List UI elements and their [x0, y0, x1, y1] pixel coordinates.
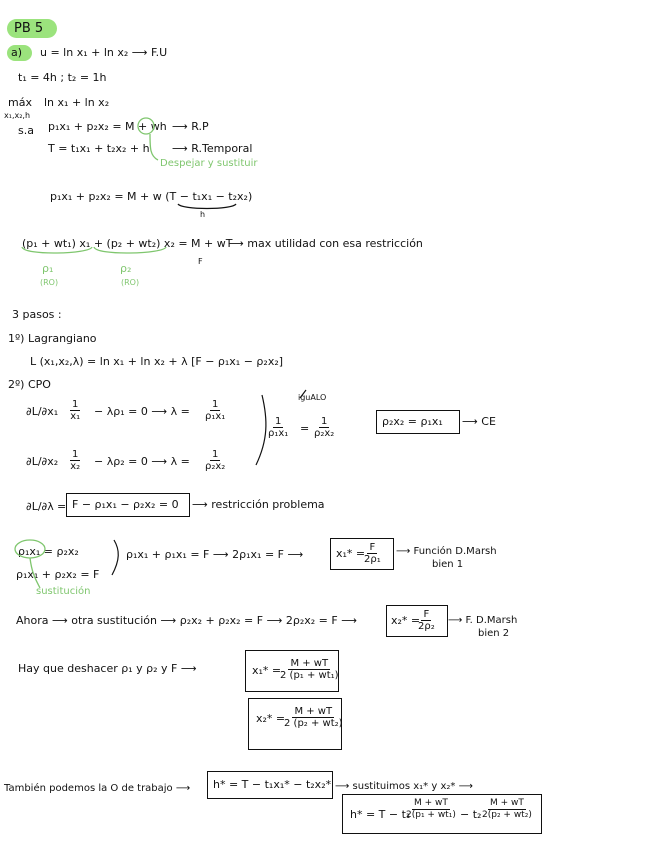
dl-dx1: ∂L/∂x₁ — [26, 405, 59, 418]
x2-tag: ⟶ F. D.Marsh — [448, 615, 518, 626]
h-final-left: h* = T − t₁ — [350, 808, 411, 821]
sys-eq1: ρ₁x₁ = ρ₂x₂ — [18, 545, 79, 558]
combined-under: F — [198, 257, 203, 266]
h-final-frac1: $\frac{M + wT}{\text{2(p₁ + wt₁)}}$ — [406, 798, 456, 820]
steps-title: 3 pasos : — [12, 308, 62, 321]
h-underbrace — [178, 204, 236, 209]
ce-tag: ⟶ CE — [462, 415, 496, 428]
x2-star-label: x₂* = — [391, 614, 421, 627]
equals-sign: = — [300, 422, 310, 435]
rho1-label: ρ₁ — [42, 262, 54, 275]
x1-star-frac: $\frac{F}{\text{2ρ₁}}$ — [364, 542, 381, 565]
final-x1-frac: $\frac{M + wT}{\text{2 (p₁ + wt₁)}}$ — [280, 658, 339, 681]
h-final-mid: − t₂ — [460, 808, 482, 821]
equals-sign-2: = — [57, 500, 67, 513]
cpo-brace — [256, 395, 266, 465]
subst-expr: p₁x₁ + p₂x₂ = M + w (T − t₁x₁ − t₂x₂) — [50, 190, 253, 203]
frac-1-p2x2: $\frac{1}{\text{ρ₂x₂}}$ — [205, 449, 226, 472]
x1-star-label: x₁* = — [336, 547, 366, 560]
dl-dlambda: ∂L/∂λ — [26, 500, 54, 513]
restr-tag: ⟶ restricción problema — [192, 498, 325, 511]
x2-tag2: bien 2 — [478, 628, 510, 639]
note-arrow — [150, 134, 158, 160]
step2-label: 2º) CPO — [8, 378, 51, 391]
lagrangian-expr: L (x₁,x₂,λ) = ln x₁ + ln x₂ + λ [F − ρ₁x₁ − ρ₂x₂] — [30, 355, 284, 368]
step1-label: 1º) Lagrangiano — [8, 332, 97, 345]
igualo-note: iguALO — [298, 393, 327, 402]
x1-tag: ⟶ Función D.Marsh — [396, 546, 497, 557]
rho2-sub: (RO) — [121, 278, 140, 287]
frac-1-x2: $\frac{1}{\text{x₂}}$ — [70, 449, 81, 472]
times-line: t₁ = 4h ; t₂ = 1h — [18, 71, 107, 84]
subst-under: h — [200, 210, 206, 219]
final-x1-label: x₁* = — [252, 664, 282, 677]
rp-expr: p₁x₁ + p₂x₂ = M + wh — [48, 120, 167, 133]
tambien-line: También podemos la O de trabajo ⟶ — [4, 783, 191, 794]
max-label: máx — [8, 96, 32, 109]
rt-expr: T = t₁x₁ + t₂x₂ + h — [48, 142, 150, 155]
h-final-frac2: $\frac{M + wT}{\text{2(p₂ + wt₂)}}$ — [482, 798, 532, 820]
sys-eq2: ρ₁x₁ + ρ₂x₂ = F — [16, 568, 100, 581]
part-a-label: a) — [11, 46, 23, 59]
rp-tag: ⟶ R.P — [172, 120, 209, 133]
restr-expr: F − ρ₁x₁ − ρ₂x₂ = 0 — [72, 498, 179, 511]
sust-note: sustitución — [36, 586, 91, 597]
final-x2-frac: $\frac{M + wT}{\text{2 (p₂ + wt₂)}}$ — [284, 706, 343, 729]
rho2-label: ρ₂ — [120, 262, 132, 275]
solve1-expr: ρ₁x₁ + ρ₁x₁ = F ⟶ 2ρ₁x₁ = F ⟶ — [126, 548, 304, 561]
rt-tag: ⟶ R.Temporal — [172, 142, 253, 155]
eq1-mid: − λρ₁ = 0 ⟶ λ = — [94, 405, 190, 418]
sys-brace — [112, 540, 118, 575]
combined-expr: (p₁ + wt₁) x₁ + (p₂ + wt₂) x₂ = M + wT — [22, 237, 233, 250]
deshacer-line: Hay que deshacer ρ₁ y ρ₂ y F ⟶ — [18, 662, 197, 675]
rt-note: Despejar y sustituir — [160, 158, 258, 169]
max-expr: ln x₁ + ln x₂ — [44, 96, 110, 109]
final-x2-label: x₂* = — [256, 712, 286, 725]
x1-tag2: bien 1 — [432, 559, 464, 570]
dl-dx2: ∂L/∂x₂ — [26, 455, 59, 468]
sustituimos-line: ⟶ sustituimos x₁* y x₂* ⟶ — [335, 781, 473, 792]
frac-1-x1: $\frac{1}{\text{x₁}}$ — [70, 399, 81, 422]
max-sub: x₁,x₂,h — [4, 111, 31, 120]
frac-1-p1x1: $\frac{1}{\text{ρ₁x₁}}$ — [205, 399, 226, 422]
frac-eq-left: $\frac{1}{\text{ρ₁x₁}}$ — [268, 416, 289, 439]
combined-tag: ⟶ max utilidad con esa restricción — [228, 237, 423, 250]
rho1-sub: (RO) — [40, 278, 59, 287]
frac-eq-right: $\frac{1}{\text{ρ₂x₂}}$ — [314, 416, 335, 439]
h-expr: h* = T − t₁x₁* − t₂x₂* — [213, 778, 332, 791]
eq2-mid: − λρ₂ = 0 ⟶ λ = — [94, 455, 190, 468]
ce-expr: ρ₂x₂ = ρ₁x₁ — [382, 415, 443, 428]
x2-star-frac: $\frac{F}{\text{2ρ₂}}$ — [418, 609, 435, 632]
utility-line: u = ln x₁ + ln x₂ ⟶ F.U — [40, 46, 168, 59]
sa-label: s.a — [18, 124, 34, 137]
ahora-line: Ahora ⟶ otra sustitución ⟶ ρ₂x₂ + ρ₂x₂ = F ⟶ 2ρ₂x₂ = F ⟶ — [16, 614, 357, 627]
page-title: PB 5 — [14, 21, 44, 36]
